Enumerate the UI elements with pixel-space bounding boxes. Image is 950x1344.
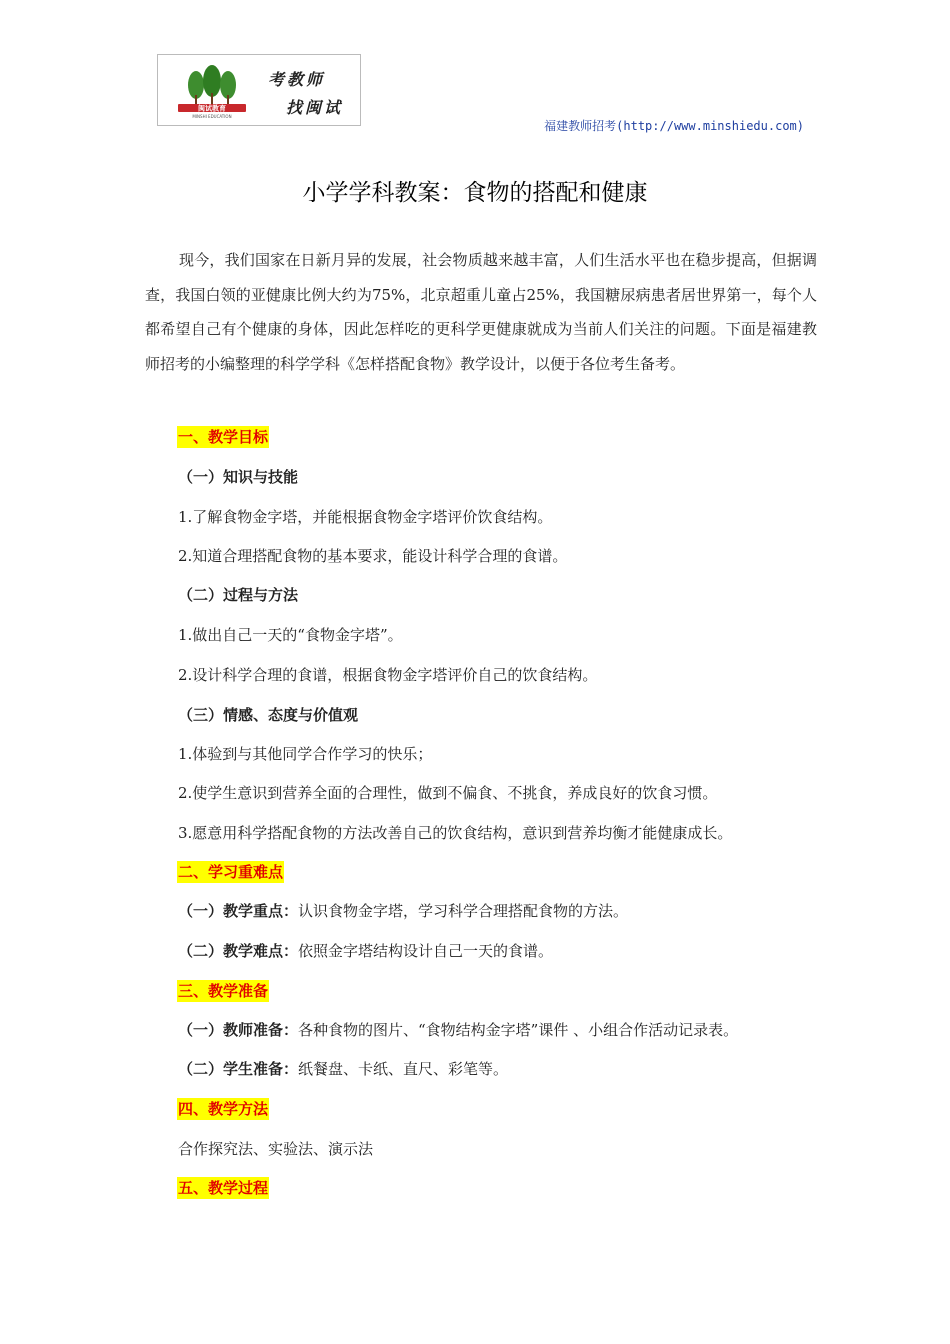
teacher-prep-line [178, 1019, 738, 1041]
difficulty-label: （二）教学难点： [178, 942, 299, 960]
intro-block [145, 243, 817, 381]
list-item: 1.体验到与其他同学合作学习的快乐； [178, 745, 433, 763]
student-prep-text: 纸餐盘、卡纸、直尺、彩笔等。 [298, 1060, 509, 1078]
svg-text:MINSHI EDUCATION: MINSHI EDUCATION [192, 114, 232, 119]
subheading-knowledge-skills: （一）知识与技能 [178, 468, 299, 486]
difficulty-text: 依照金字塔结构设计自己一天的食谱。 [298, 942, 554, 960]
logo-tagline-1: 考教师 [268, 70, 326, 89]
trees-logo-icon [174, 63, 254, 121]
methods-text: 合作探究法、实验法、演示法 [178, 1140, 374, 1158]
section-heading-objectives: 一、教学目标 [178, 428, 269, 446]
key-point-text: 认识食物金字塔，学习科学合理搭配食物的方法。 [298, 902, 629, 920]
logo-tagline-2: 找闽试 [286, 98, 344, 117]
intro-paragraph: 现今，我们国家在日新月异的发展，社会物质越来越丰富，人们生活水平也在稳步提高，但据调查，我国白领的亚健康比例大约为75%，北京超重儿童占25%，我国糖尿病患者居世界第一，每个人都希望自己有个健康的身体，因此怎样吃的更科学更健康就成为当前人们关注的问题。下面是福建教师招考的小编整理的科学学科《怎样搭配食物》教学设计，以便于各位考生备考。 [145, 251, 817, 373]
svg-text:闽试教育: 闽试教育 [198, 104, 226, 113]
list-item: 2.设计科学合理的食谱，根据食物金字塔评价自己的饮食结构。 [178, 666, 598, 684]
difficulty-line [178, 940, 553, 962]
list-item: 1.了解食物金字塔，并能根据食物金字塔评价饮食结构。 [178, 508, 553, 526]
student-prep-line [178, 1058, 508, 1080]
list-item: 3.愿意用科学搭配食物的方法改善自己的饮食结构，意识到营养均衡才能健康成长。 [178, 824, 733, 842]
subheading-emotion-values: （三）情感、态度与价值观 [178, 706, 359, 724]
key-point-line [178, 900, 628, 922]
subheading-process-method: （二）过程与方法 [178, 586, 299, 604]
teacher-prep-label: （一）教师准备： [178, 1021, 299, 1039]
section-heading-key-points: 二、学习重难点 [178, 863, 284, 881]
logo [157, 54, 361, 126]
section-heading-process: 五、教学过程 [178, 1179, 269, 1197]
teacher-prep-text: 各种食物的图片、“食物结构金字塔”课件 、小组合作活动记录表。 [298, 1021, 739, 1039]
list-item: 1.做出自己一天的“食物金字塔”。 [178, 626, 403, 644]
student-prep-label: （二）学生准备： [178, 1060, 299, 1078]
section-heading-preparation: 三、教学准备 [178, 982, 269, 1000]
section-heading-methods: 四、教学方法 [178, 1100, 269, 1118]
header-site-link[interactable]: 福建教师招考(http://www.minshiedu.com) [544, 119, 804, 133]
page-title: 小学学科教案：食物的搭配和健康 [302, 180, 648, 206]
list-item: 2.知道合理搭配食物的基本要求，能设计科学合理的食谱。 [178, 547, 568, 565]
key-point-label: （一）教学重点： [178, 902, 299, 920]
list-item: 2.使学生意识到营养全面的合理性，做到不偏食、不挑食，养成良好的饮食习惯。 [178, 784, 718, 802]
